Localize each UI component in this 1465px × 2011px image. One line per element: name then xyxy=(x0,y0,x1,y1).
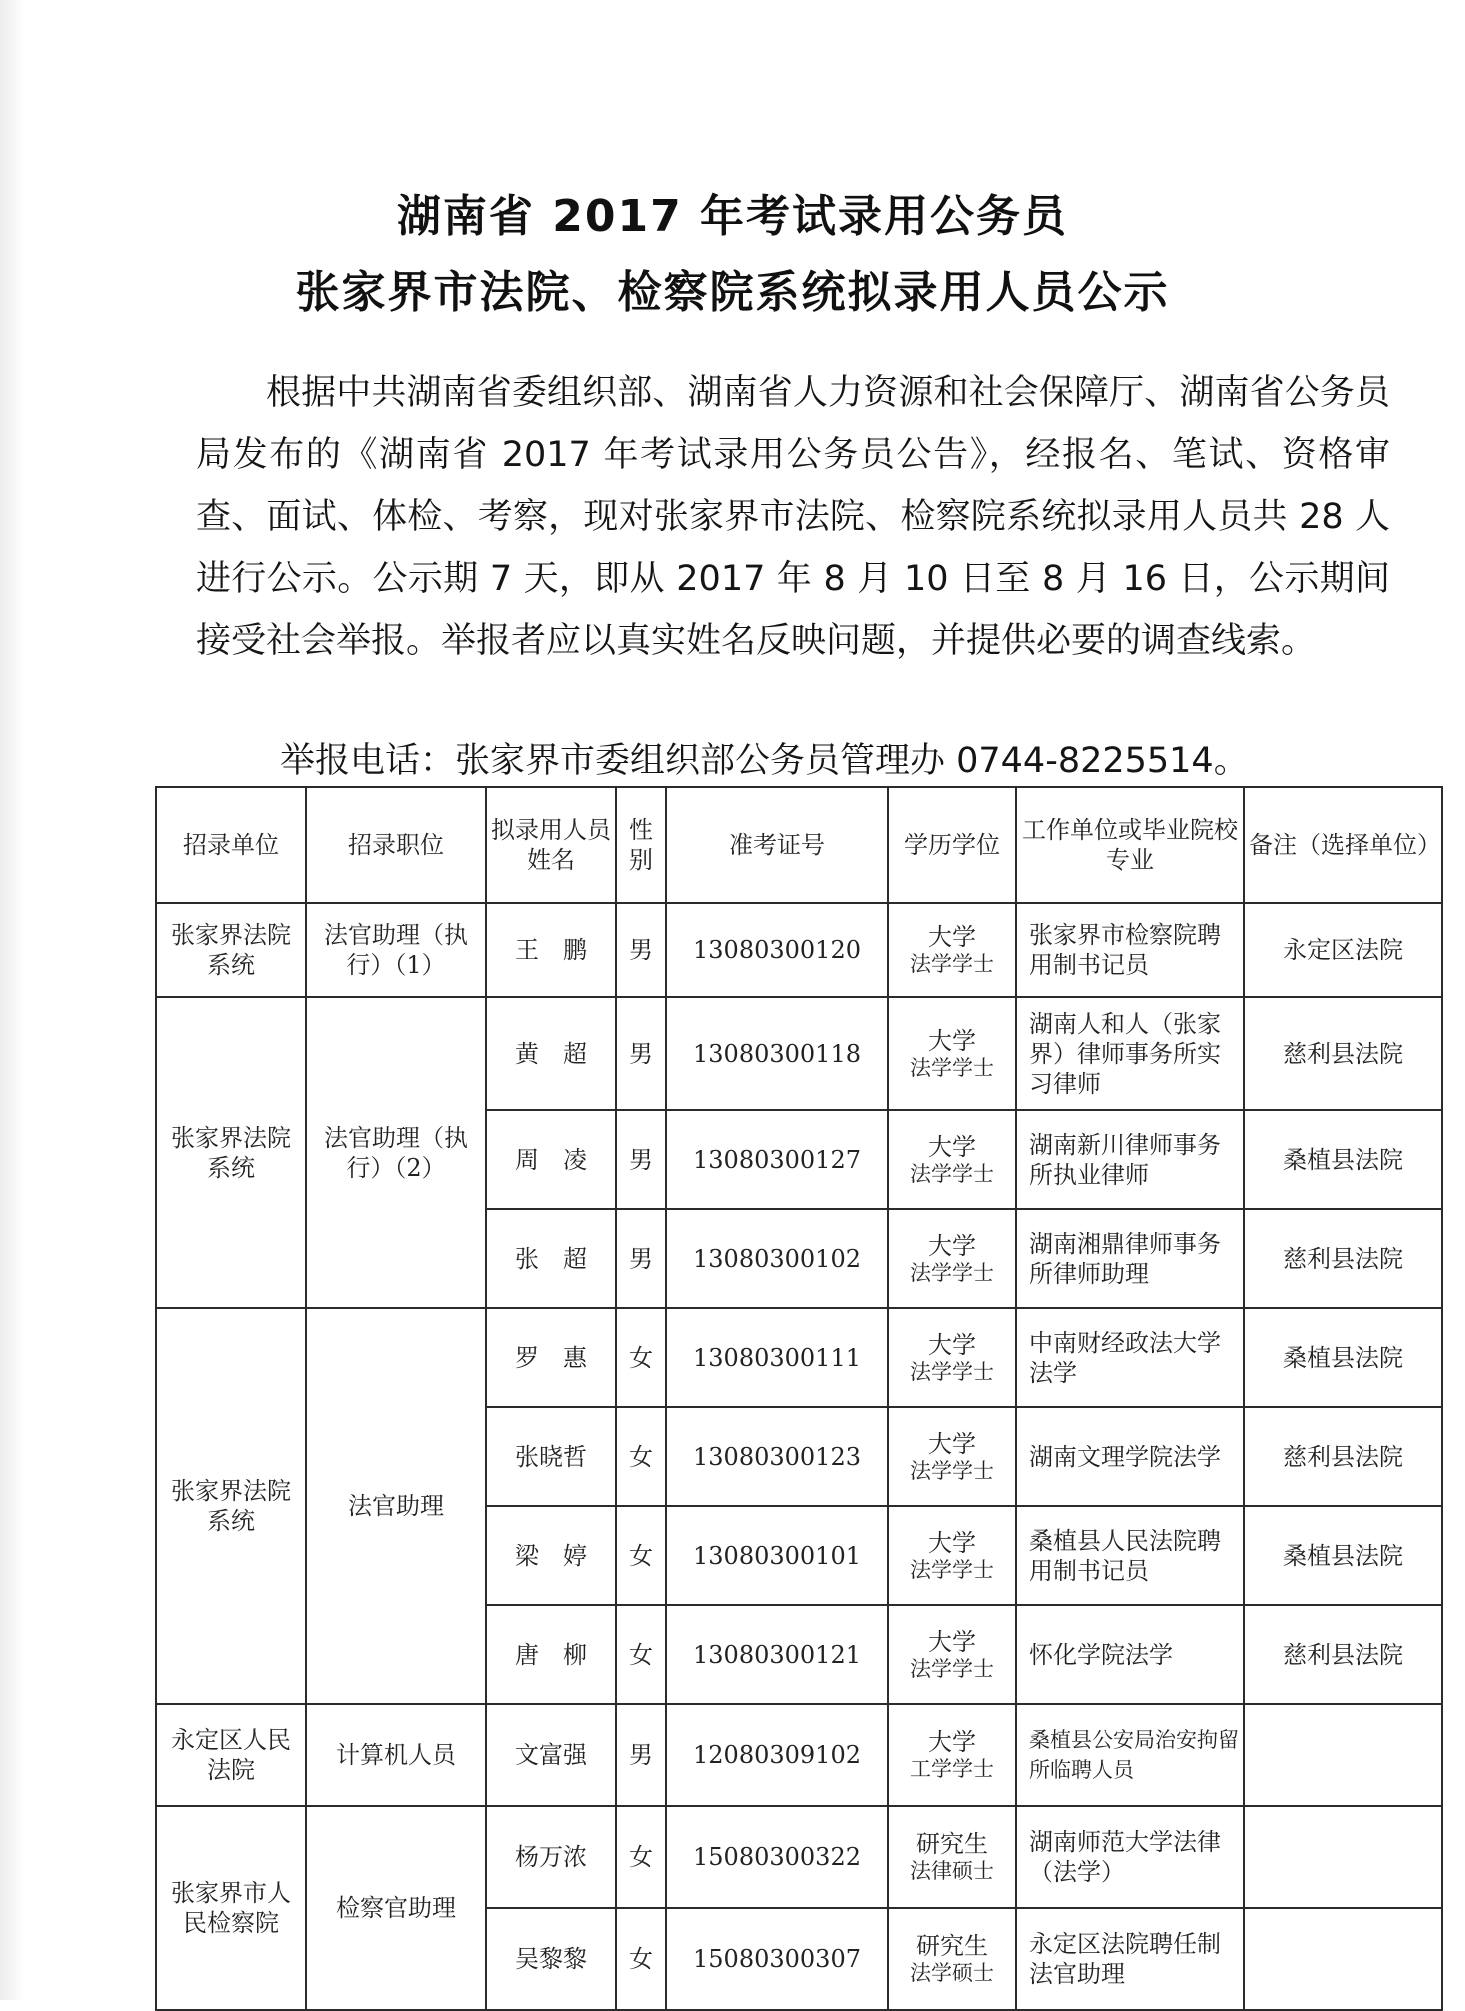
education-cell xyxy=(888,997,1016,1110)
degree: 法学学士 xyxy=(910,1161,994,1186)
position-cell: 法官助理 xyxy=(306,1308,486,1704)
table-row xyxy=(156,903,1442,997)
note-cell: 桑植县法院 xyxy=(1244,1506,1442,1605)
gender-cell: 男 xyxy=(616,903,666,997)
gender-cell: 女 xyxy=(616,1605,666,1704)
education-cell xyxy=(888,1407,1016,1506)
work-cell: 湖南湘鼎律师事务所律师助理 xyxy=(1016,1209,1244,1308)
exam-no-cell: 13080300102 xyxy=(666,1209,888,1308)
header-education: 学历学位 xyxy=(888,787,1016,903)
edu-level: 大学 xyxy=(928,1429,976,1458)
note-cell: 桑植县法院 xyxy=(1244,1110,1442,1209)
header-gender: 性别 xyxy=(616,787,666,903)
position-cell: 检察官助理 xyxy=(306,1806,486,2010)
degree: 法学学士 xyxy=(910,952,994,976)
edu-level: 大学 xyxy=(928,1330,976,1359)
name-cell: 文富强 xyxy=(486,1704,616,1806)
work-cell: 湖南人和人（张家界）律师事务所实习律师 xyxy=(1016,997,1244,1110)
gender-cell: 女 xyxy=(616,1407,666,1506)
title-line-1: 湖南省 2017 年考试录用公务员 xyxy=(396,191,1069,242)
header-name: 拟录用人员姓名 xyxy=(486,787,616,903)
gender-cell: 男 xyxy=(616,997,666,1110)
note-cell: 慈利县法院 xyxy=(1244,1605,1442,1704)
work-cell: 桑植县公安局治安拘留所临聘人员 xyxy=(1016,1704,1244,1806)
note-cell xyxy=(1244,1704,1442,1806)
education-cell xyxy=(888,903,1016,997)
gender-cell: 男 xyxy=(616,1704,666,1806)
work-cell: 永定区法院聘任制法官助理 xyxy=(1016,1908,1244,2010)
name-cell: 吴黎黎 xyxy=(486,1908,616,2010)
table-row xyxy=(156,1704,1442,1806)
table-header-row xyxy=(156,787,1442,903)
edu-level: 大学 xyxy=(928,923,976,951)
name-cell: 王 鹏 xyxy=(486,903,616,997)
header-exam-no: 准考证号 xyxy=(666,787,888,903)
unit-cell: 永定区人民法院 xyxy=(156,1704,306,1806)
work-cell: 湖南文理学院法学 xyxy=(1016,1407,1244,1506)
header-unit: 招录单位 xyxy=(156,787,306,903)
position-cell: 法官助理（执行）（2） xyxy=(306,997,486,1308)
table-row xyxy=(156,1308,1442,1407)
work-cell: 中南财经政法大学法学 xyxy=(1016,1308,1244,1407)
exam-no-cell: 13080300111 xyxy=(666,1308,888,1407)
education-cell xyxy=(888,1908,1016,2010)
exam-no-cell: 13080300127 xyxy=(666,1110,888,1209)
work-cell: 湖南师范大学法律（法学） xyxy=(1016,1806,1244,1908)
exam-no-cell: 13080300101 xyxy=(666,1506,888,1605)
exam-no-cell: 13080300121 xyxy=(666,1605,888,1704)
name-cell: 张晓哲 xyxy=(486,1407,616,1506)
degree: 法学硕士 xyxy=(910,1961,994,1985)
note-cell: 永定区法院 xyxy=(1244,903,1442,997)
exam-no-cell: 15080300307 xyxy=(666,1908,888,2010)
title-line-2: 张家界市法院、检察院系统拟录用人员公示 xyxy=(295,267,1170,318)
name-cell: 梁 婷 xyxy=(486,1506,616,1605)
education-cell xyxy=(888,1506,1016,1605)
work-cell: 张家界市检察院聘用制书记员 xyxy=(1016,903,1244,997)
degree: 工学学士 xyxy=(910,1757,994,1781)
education-cell xyxy=(888,1806,1016,1908)
notice-paragraph: 根据中共湖南省委组织部、湖南省人力资源和社会保障厅、湖南省公务员局发布的《湖南省 2017 年考试录用公务员公告》，经报名、笔试、资格审查、面试、体检、考察，现对张家界市法院、检察院系统拟录用人员共 28 人进行公示。公示期 7 天，即从 2017 年 8 月 10 日至 8 月 16 日，公示期间接受社会举报。举报者应以真实姓名反映问题，并提供必要的调查线索。 xyxy=(196,373,1390,661)
header-note: 备注（选择单位） xyxy=(1244,787,1442,903)
position-cell: 法官助理（执行）（1） xyxy=(306,903,486,997)
name-cell: 黄 超 xyxy=(486,997,616,1110)
edu-level: 大学 xyxy=(928,1132,976,1161)
edu-level: 研究生 xyxy=(916,1932,988,1960)
name-cell: 周 凌 xyxy=(486,1110,616,1209)
exam-no-cell: 13080300118 xyxy=(666,997,888,1110)
name-cell: 杨万浓 xyxy=(486,1806,616,1908)
edu-level: 大学 xyxy=(928,1231,976,1260)
edu-level: 大学 xyxy=(928,1627,976,1656)
degree: 法学学士 xyxy=(910,1656,994,1681)
header-work-unit: 工作单位或毕业院校专业 xyxy=(1016,787,1244,903)
unit-cell: 张家界法院系统 xyxy=(156,997,306,1308)
gender-cell: 女 xyxy=(616,1806,666,1908)
edu-level: 研究生 xyxy=(916,1830,988,1858)
degree: 法学学士 xyxy=(910,1458,994,1483)
header-position: 招录职位 xyxy=(306,787,486,903)
gender-cell: 女 xyxy=(616,1308,666,1407)
exam-no-cell: 13080300123 xyxy=(666,1407,888,1506)
education-cell xyxy=(888,1704,1016,1806)
education-cell xyxy=(888,1110,1016,1209)
position-cell: 计算机人员 xyxy=(306,1704,486,1806)
name-cell: 罗 惠 xyxy=(486,1308,616,1407)
edu-level: 大学 xyxy=(928,1528,976,1557)
name-cell: 张 超 xyxy=(486,1209,616,1308)
education-cell xyxy=(888,1605,1016,1704)
gender-cell: 女 xyxy=(616,1506,666,1605)
work-cell: 湖南新川律师事务所执业律师 xyxy=(1016,1110,1244,1209)
note-cell: 慈利县法院 xyxy=(1244,1209,1442,1308)
note-cell xyxy=(1244,1806,1442,1908)
table-row xyxy=(156,997,1442,1110)
unit-cell: 张家界法院系统 xyxy=(156,1308,306,1704)
table-row xyxy=(156,1806,1442,1908)
note-cell xyxy=(1244,1908,1442,2010)
note-cell: 慈利县法院 xyxy=(1244,997,1442,1110)
edu-level: 大学 xyxy=(928,1026,976,1055)
unit-cell: 张家界法院系统 xyxy=(156,903,306,997)
work-cell: 桑植县人民法院聘用制书记员 xyxy=(1016,1506,1244,1605)
note-cell: 桑植县法院 xyxy=(1244,1308,1442,1407)
degree: 法学学士 xyxy=(910,1055,994,1080)
unit-cell: 张家界市人民检察院 xyxy=(156,1806,306,2010)
degree: 法学学士 xyxy=(910,1260,994,1285)
exam-no-cell: 15080300322 xyxy=(666,1806,888,1908)
candidate-table xyxy=(155,786,1443,2011)
report-phone-line: 举报电话：张家界市委组织部公务员管理办 0744-8225514。 xyxy=(280,741,1249,781)
work-cell: 怀化学院法学 xyxy=(1016,1605,1244,1704)
degree: 法学学士 xyxy=(910,1557,994,1582)
name-cell: 唐 柳 xyxy=(486,1605,616,1704)
exam-no-cell: 13080300120 xyxy=(666,903,888,997)
degree: 法学学士 xyxy=(910,1359,994,1384)
gender-cell: 女 xyxy=(616,1908,666,2010)
education-cell xyxy=(888,1308,1016,1407)
education-cell xyxy=(888,1209,1016,1308)
note-cell: 慈利县法院 xyxy=(1244,1407,1442,1506)
gender-cell: 男 xyxy=(616,1209,666,1308)
exam-no-cell: 12080309102 xyxy=(666,1704,888,1806)
degree: 法律硕士 xyxy=(910,1859,994,1883)
edu-level: 大学 xyxy=(928,1728,976,1756)
gender-cell: 男 xyxy=(616,1110,666,1209)
